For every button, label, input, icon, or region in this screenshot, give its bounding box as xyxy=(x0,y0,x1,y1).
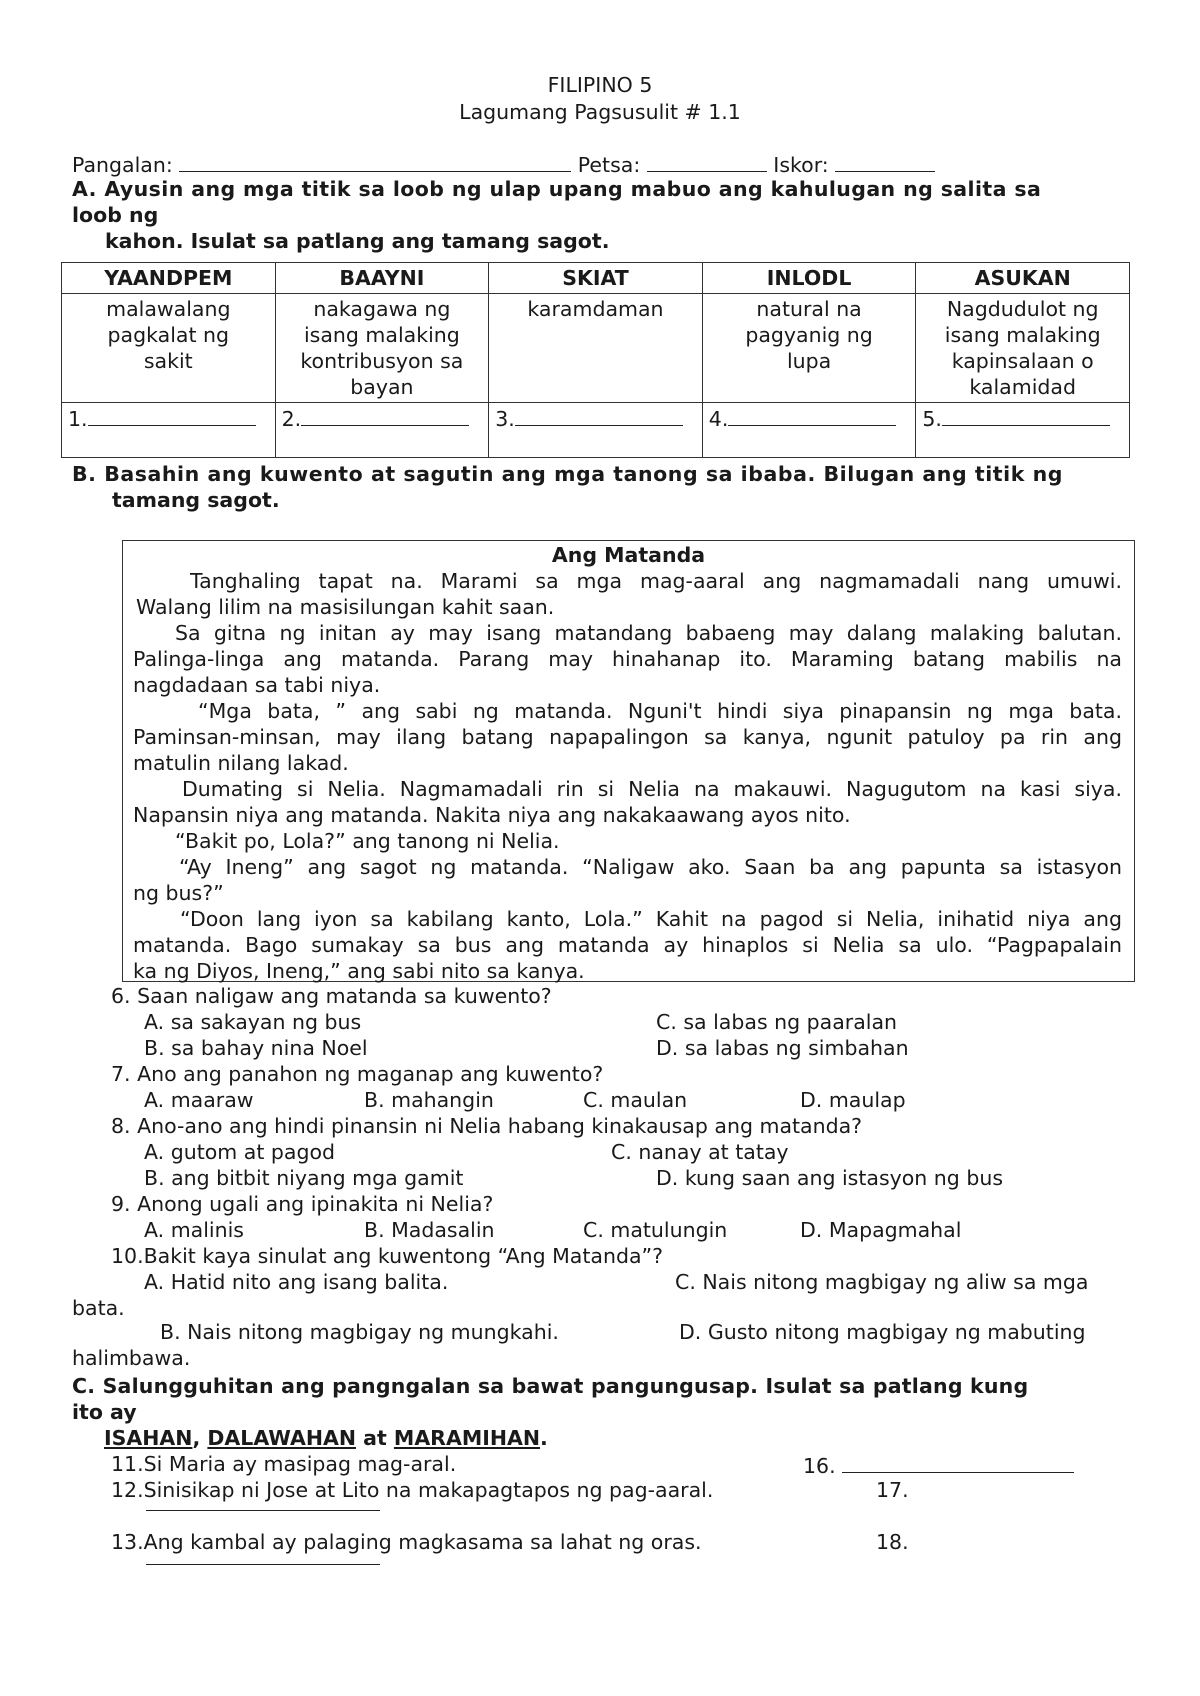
story-line: ka ng Diyos, Ineng,” ang sabi nito sa kanya. xyxy=(133,959,585,983)
answer-17-blank[interactable] xyxy=(146,1510,380,1511)
answer-17-label: 17. xyxy=(876,1478,909,1502)
noun-kinds: ISAHAN, DALAWAHAN at MARAMIHAN. xyxy=(104,1426,548,1450)
story-line: matanda. Bago sumakay sa bus ang matanda ay hinaplos si Nelia sa ulo. “Pagpapalain xyxy=(133,933,1122,957)
section-c-instruction-cont: ito ay xyxy=(72,1400,137,1424)
score-label: Iskor: xyxy=(773,153,829,177)
choice-6c[interactable]: C. sa labas ng paaralan xyxy=(656,1010,898,1034)
answer-cell[interactable]: 2. xyxy=(275,403,489,458)
date-field[interactable] xyxy=(647,151,767,172)
definition-cell: nakagawa ng isang malaking kontribusyon sa bayan xyxy=(275,294,489,403)
choice-10b[interactable]: B. Nais nitong magbigay ng mungkahi. xyxy=(160,1320,559,1344)
story-title: Ang Matanda xyxy=(551,543,706,567)
story-line: “Bakit po, Lola?” ang tanong ni Nelia. xyxy=(175,829,560,853)
score-field[interactable] xyxy=(835,151,935,172)
choice-10d-cont: halimbawa. xyxy=(72,1346,191,1370)
story-line: ng bus?” xyxy=(133,881,224,905)
scrambled-word: SKIAT xyxy=(489,263,703,294)
section-a-instruction-cont2: kahon. Isulat sa patlang ang tamang sagot. xyxy=(105,229,610,253)
story-box xyxy=(122,540,1135,982)
story-line: Napansin niya ang matanda. Nakita niya ang nakakaawang ayos nito. xyxy=(133,803,851,827)
choice-6b[interactable]: B. sa bahay nina Noel xyxy=(144,1036,368,1060)
choice-10c-cont: bata. xyxy=(72,1296,125,1320)
choice-8a[interactable]: A. gutom at pagod xyxy=(144,1140,336,1164)
choice-9a[interactable]: A. malinis xyxy=(144,1218,244,1242)
section-c-instruction: C. Salungguhitan ang pangngalan sa bawat pangungusap. Isulat sa patlang kung xyxy=(72,1374,1029,1398)
choice-6d[interactable]: D. sa labas ng simbahan xyxy=(656,1036,909,1060)
choice-7d[interactable]: D. maulap xyxy=(800,1088,906,1112)
scrambled-word: YAANDPEM xyxy=(62,263,276,294)
answer-cell[interactable]: 1. xyxy=(62,403,276,458)
story-line: Tanghaling tapat na. Marami sa mga mag-aaral ang nagmamadali nang umuwi. xyxy=(190,569,1122,593)
answer-blank[interactable] xyxy=(728,405,896,426)
choice-9c[interactable]: C. matulungin xyxy=(583,1218,728,1242)
test-title: Lagumang Pagsusulit # 1.1 xyxy=(459,100,741,124)
choice-8c[interactable]: C. nanay at tatay xyxy=(611,1140,789,1164)
table-row xyxy=(62,263,1130,294)
story-line: “Ay Ineng” ang sagot ng matanda. “Naligaw ako. Saan ba ang papunta sa istasyon xyxy=(179,855,1122,879)
choice-8b[interactable]: B. ang bitbit niyang mga gamit xyxy=(144,1166,464,1190)
scrambled-word: BAAYNI xyxy=(275,263,489,294)
choice-10d[interactable]: D. Gusto nitong magbigay ng mabuting xyxy=(679,1320,1086,1344)
section-b-instruction-cont: tamang sagot. xyxy=(112,488,280,512)
choice-8d[interactable]: D. kung saan ang istasyon ng bus xyxy=(656,1166,1004,1190)
section-a-instruction-cont: loob ng xyxy=(72,203,159,227)
answer-blank[interactable] xyxy=(88,405,256,426)
answer-cell[interactable]: 5. xyxy=(916,403,1130,458)
vocab-table xyxy=(61,262,1130,458)
question-12: 12.Sinisikap ni Jose at Lito na makapagtapos ng pag-aaral. xyxy=(111,1478,714,1502)
question-13: 13.Ang kambal ay palaging magkasama sa lahat ng oras. xyxy=(111,1530,702,1554)
table-row xyxy=(62,294,1130,403)
story-line: Walang lilim na masisilungan kahit saan. xyxy=(136,595,555,619)
story-line: “Mga bata, ” ang sabi ng matanda. Nguni't hindi siya pinapansin ng mga bata. xyxy=(198,699,1122,723)
scrambled-word: ASUKAN xyxy=(916,263,1130,294)
answer-blank[interactable] xyxy=(515,405,683,426)
kind-maramihan: MARAMIHAN xyxy=(393,1426,541,1450)
answer-18-label: 18. xyxy=(876,1530,909,1554)
story-line: Sa gitna ng initan ay may isang matandang babaeng may dalang malaking balutan. xyxy=(175,621,1122,645)
story-line: nagdadaan sa tabi niya. xyxy=(133,673,381,697)
question-9: 9. Anong ugali ang ipinakita ni Nelia? xyxy=(111,1192,494,1216)
answer-cell[interactable]: 4. xyxy=(702,403,916,458)
kind-isahan: ISAHAN xyxy=(104,1426,193,1450)
answer-blank[interactable] xyxy=(842,1452,1074,1473)
table-row xyxy=(62,403,1130,458)
story-line: Palinga-linga ang matanda. Parang may hinahanap ito. Maraming batang mabilis na xyxy=(133,647,1122,671)
answer-blank[interactable] xyxy=(301,405,469,426)
story-line: matulin nilang lakad. xyxy=(133,751,349,775)
definition-cell: natural na pagyanig ng lupa xyxy=(702,294,916,403)
name-label: Pangalan: xyxy=(72,153,173,177)
choice-7c[interactable]: C. maulan xyxy=(583,1088,688,1112)
definition-cell: karamdaman xyxy=(489,294,703,403)
choice-9b[interactable]: B. Madasalin xyxy=(364,1218,495,1242)
info-row xyxy=(72,151,935,177)
story-line: Paminsan-minsan, may ilang batang napapalingon sa kanya, ngunit patuloy pa rin ang xyxy=(133,725,1122,749)
subject-title: FILIPINO 5 xyxy=(547,73,653,97)
kind-dalawahan: DALAWAHAN xyxy=(207,1426,356,1450)
story-line: “Doon lang iyon sa kabilang kanto, Lola.” Kahit na pagod si Nelia, inihatid niya ang xyxy=(180,907,1122,931)
choice-6a[interactable]: A. sa sakayan ng bus xyxy=(144,1010,362,1034)
choice-7b[interactable]: B. mahangin xyxy=(364,1088,494,1112)
answer-18-blank[interactable] xyxy=(146,1564,380,1565)
question-8: 8. Ano-ano ang hindi pinansin ni Nelia habang kinakausap ang matanda? xyxy=(111,1114,863,1138)
definition-cell: malawalang pagkalat ng sakit xyxy=(62,294,276,403)
choice-10a[interactable]: A. Hatid nito ang isang balita. xyxy=(144,1270,449,1294)
date-label: Petsa: xyxy=(577,153,641,177)
section-a-instruction: A. Ayusin ang mga titik sa loob ng ulap upang mabuo ang kahulugan ng salita sa xyxy=(72,177,1042,201)
definition-cell: Nagdudulot ng isang malaking kapinsalaan o kalamidad xyxy=(916,294,1130,403)
choice-7a[interactable]: A. maaraw xyxy=(144,1088,254,1112)
question-7: 7. Ano ang panahon ng maganap ang kuwento? xyxy=(111,1062,604,1086)
answer-cell[interactable]: 3. xyxy=(489,403,703,458)
choice-9d[interactable]: D. Mapagmahal xyxy=(800,1218,962,1242)
section-b-instruction: B. Basahin ang kuwento at sagutin ang mga tanong sa ibaba. Bilugan ang titik ng xyxy=(72,462,1063,486)
scrambled-word: INLODL xyxy=(702,263,916,294)
question-11: 11.Si Maria ay masipag mag-aral. xyxy=(111,1452,457,1476)
name-field[interactable] xyxy=(179,151,571,172)
story-line: Dumating si Nelia. Nagmamadali rin si Nelia na makauwi. Nagugutom na kasi siya. xyxy=(182,777,1122,801)
question-6: 6. Saan naligaw ang matanda sa kuwento? xyxy=(111,984,552,1008)
answer-16[interactable]: 16. xyxy=(803,1452,1074,1478)
question-10: 10.Bakit kaya sinulat ang kuwentong “Ang Matanda”? xyxy=(111,1244,664,1268)
choice-10c[interactable]: C. Nais nitong magbigay ng aliw sa mga xyxy=(675,1270,1089,1294)
answer-blank[interactable] xyxy=(942,405,1110,426)
